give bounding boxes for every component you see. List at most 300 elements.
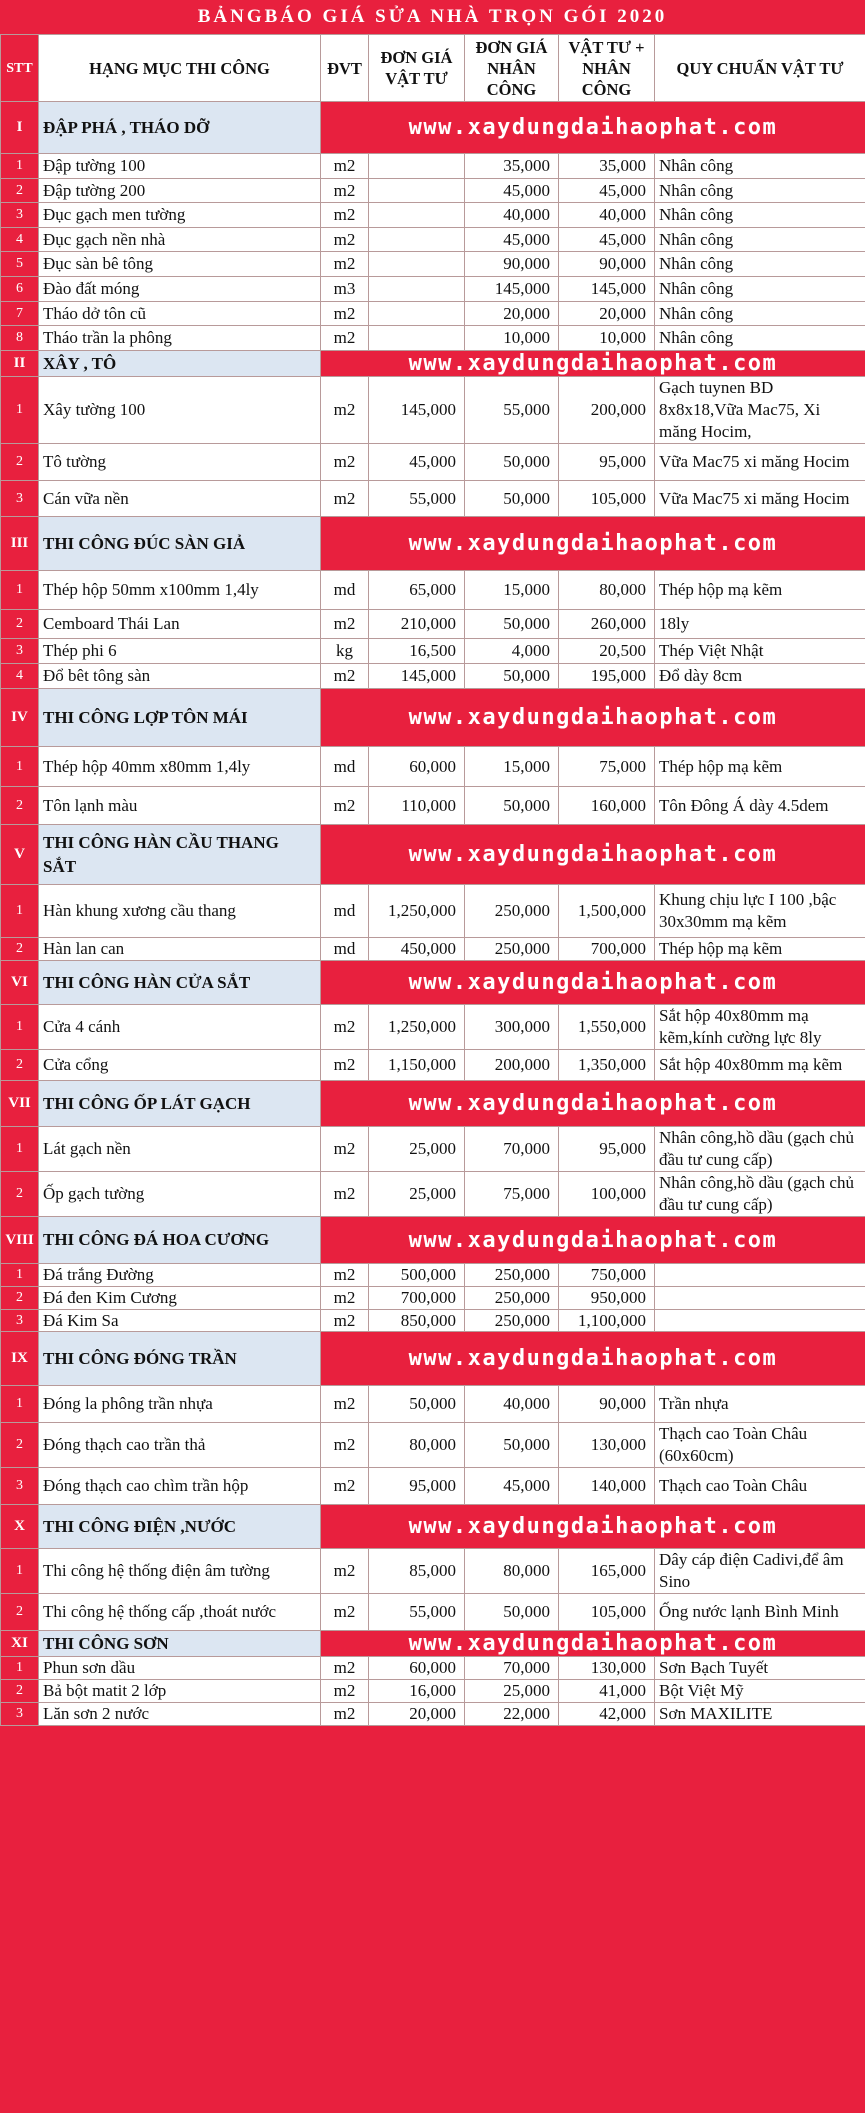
row-number: 4	[1, 664, 39, 689]
material-price: 450,000	[369, 938, 465, 961]
material-spec	[655, 1310, 865, 1332]
item-name: Đóng thạch cao chìm trần hộp	[39, 1468, 321, 1505]
total-price: 1,350,000	[559, 1050, 655, 1081]
material-spec: Thép Việt Nhật	[655, 639, 865, 664]
section-name: THI CÔNG ỐP LÁT GẠCH	[39, 1081, 321, 1127]
website-banner: www.xaydungdaihaophat.com	[321, 825, 865, 885]
material-price: 20,000	[369, 1703, 465, 1726]
table-row	[1, 228, 865, 252]
unit: m2	[321, 154, 369, 179]
labor-price: 45,000	[465, 179, 559, 203]
labor-price: 50,000	[465, 481, 559, 517]
labor-price: 40,000	[465, 203, 559, 228]
header-item: HẠNG MỤC THI CÔNG	[39, 35, 321, 102]
labor-price: 50,000	[465, 444, 559, 481]
total-price: 130,000	[559, 1423, 655, 1468]
material-spec: Nhân công,hồ dầu (gạch chủ đầu tư cung cấp)	[655, 1172, 865, 1217]
section-row	[1, 961, 865, 1005]
row-number: 8	[1, 326, 39, 351]
row-number: 2	[1, 179, 39, 203]
material-spec: Nhân công	[655, 252, 865, 277]
table-row	[1, 787, 865, 825]
section-name: THI CÔNG ĐÚC SÀN GIẢ	[39, 517, 321, 571]
section-name: THI CÔNG ĐÓNG TRẦN	[39, 1332, 321, 1386]
table-row	[1, 1703, 865, 1726]
section-number: X	[1, 1505, 39, 1549]
website-banner: www.xaydungdaihaophat.com	[321, 1217, 865, 1264]
material-spec: Nhân công	[655, 179, 865, 203]
total-price: 90,000	[559, 252, 655, 277]
material-price: 1,250,000	[369, 1005, 465, 1050]
item-name: Đập tường 200	[39, 179, 321, 203]
material-spec	[655, 1287, 865, 1310]
material-price: 1,150,000	[369, 1050, 465, 1081]
section-name: XÂY , TÔ	[39, 351, 321, 377]
material-price: 55,000	[369, 1594, 465, 1631]
material-spec: Vữa Mac75 xi măng Hocim	[655, 481, 865, 517]
material-spec: Thép hộp mạ kẽm	[655, 571, 865, 610]
row-number: 1	[1, 571, 39, 610]
row-number: 1	[1, 1005, 39, 1050]
table-row	[1, 1264, 865, 1287]
item-name: Cán vữa nền	[39, 481, 321, 517]
total-price: 950,000	[559, 1287, 655, 1310]
material-price: 145,000	[369, 664, 465, 689]
table-row	[1, 302, 865, 326]
item-name: Hàn lan can	[39, 938, 321, 961]
price-table	[0, 34, 865, 1726]
unit: m2	[321, 610, 369, 639]
material-spec: Nhân công	[655, 302, 865, 326]
unit: md	[321, 571, 369, 610]
section-row	[1, 689, 865, 747]
total-price: 105,000	[559, 481, 655, 517]
labor-price: 55,000	[465, 377, 559, 444]
row-number: 1	[1, 1386, 39, 1423]
item-name: Lát gạch nền	[39, 1127, 321, 1172]
table-row	[1, 1468, 865, 1505]
row-number: 1	[1, 154, 39, 179]
total-price: 160,000	[559, 787, 655, 825]
total-price: 200,000	[559, 377, 655, 444]
labor-price: 80,000	[465, 1549, 559, 1594]
website-banner: www.xaydungdaihaophat.com	[321, 517, 865, 571]
material-price: 16,000	[369, 1680, 465, 1703]
section-row	[1, 1332, 865, 1386]
unit: m2	[321, 1264, 369, 1287]
labor-price: 22,000	[465, 1703, 559, 1726]
material-price: 55,000	[369, 481, 465, 517]
item-name: Hàn khung xương cầu thang	[39, 885, 321, 938]
table-row	[1, 938, 865, 961]
total-price: 165,000	[559, 1549, 655, 1594]
material-price: 1,250,000	[369, 885, 465, 938]
material-spec: Thép hộp mạ kẽm	[655, 938, 865, 961]
sheet-title: BẢNGBÁO GIÁ SỬA NHÀ TRỌN GÓI 2020	[197, 6, 668, 27]
row-number: 3	[1, 481, 39, 517]
item-name: Đổ bêt tông sàn	[39, 664, 321, 689]
total-price: 95,000	[559, 1127, 655, 1172]
row-number: 2	[1, 1594, 39, 1631]
unit: m2	[321, 252, 369, 277]
header-stt: STT	[1, 35, 39, 102]
section-row	[1, 1505, 865, 1549]
table-row	[1, 1050, 865, 1081]
material-spec: Nhân công,hồ dầu (gạch chủ đầu tư cung cấp)	[655, 1127, 865, 1172]
material-price: 850,000	[369, 1310, 465, 1332]
website-banner: www.xaydungdaihaophat.com	[321, 1631, 865, 1657]
section-name: THI CÔNG HÀN CẦU THANG SẮT	[39, 825, 321, 885]
material-spec: Thép hộp mạ kẽm	[655, 747, 865, 787]
row-number: 2	[1, 1423, 39, 1468]
total-price: 100,000	[559, 1172, 655, 1217]
unit: m2	[321, 1172, 369, 1217]
item-name: Tháo trần la phông	[39, 326, 321, 351]
labor-price: 15,000	[465, 571, 559, 610]
table-row	[1, 1594, 865, 1631]
table-row	[1, 1005, 865, 1050]
labor-price: 250,000	[465, 885, 559, 938]
labor-price: 50,000	[465, 1423, 559, 1468]
unit: md	[321, 747, 369, 787]
table-row	[1, 1287, 865, 1310]
unit: m2	[321, 481, 369, 517]
section-name: ĐẬP PHÁ , THÁO DỠ	[39, 102, 321, 154]
labor-price: 50,000	[465, 664, 559, 689]
material-price	[369, 228, 465, 252]
table-row	[1, 444, 865, 481]
total-price: 145,000	[559, 277, 655, 302]
material-price: 85,000	[369, 1549, 465, 1594]
section-number: VI	[1, 961, 39, 1005]
section-number: VII	[1, 1081, 39, 1127]
total-price: 42,000	[559, 1703, 655, 1726]
item-name: Đào đất móng	[39, 277, 321, 302]
section-name: THI CÔNG ĐIỆN ,NƯỚC	[39, 1505, 321, 1549]
labor-price: 35,000	[465, 154, 559, 179]
unit: m2	[321, 1050, 369, 1081]
unit: m2	[321, 228, 369, 252]
labor-price: 20,000	[465, 302, 559, 326]
item-name: Đục gạch men tường	[39, 203, 321, 228]
material-price: 145,000	[369, 377, 465, 444]
row-number: 7	[1, 302, 39, 326]
labor-price: 50,000	[465, 1594, 559, 1631]
material-spec: Thạch cao Toàn Châu	[655, 1468, 865, 1505]
material-price	[369, 154, 465, 179]
total-price: 1,550,000	[559, 1005, 655, 1050]
row-number: 3	[1, 203, 39, 228]
row-number: 3	[1, 1468, 39, 1505]
unit: m2	[321, 1005, 369, 1050]
total-price: 140,000	[559, 1468, 655, 1505]
labor-price: 250,000	[465, 938, 559, 961]
header-unit: ĐVT	[321, 35, 369, 102]
material-price: 110,000	[369, 787, 465, 825]
labor-price: 75,000	[465, 1172, 559, 1217]
total-price: 195,000	[559, 664, 655, 689]
material-spec: Sơn MAXILITE	[655, 1703, 865, 1726]
row-number: 2	[1, 444, 39, 481]
row-number: 2	[1, 610, 39, 639]
table-row	[1, 377, 865, 444]
material-price: 80,000	[369, 1423, 465, 1468]
labor-price: 45,000	[465, 228, 559, 252]
total-price: 1,100,000	[559, 1310, 655, 1332]
unit: m2	[321, 1680, 369, 1703]
labor-price: 145,000	[465, 277, 559, 302]
item-name: Lăn sơn 2 nước	[39, 1703, 321, 1726]
material-price: 60,000	[369, 1657, 465, 1680]
item-name: Đóng la phông trần nhựa	[39, 1386, 321, 1423]
section-name: THI CÔNG LỢP TÔN MÁI	[39, 689, 321, 747]
labor-price: 50,000	[465, 610, 559, 639]
material-price	[369, 252, 465, 277]
row-number: 3	[1, 1310, 39, 1332]
material-price: 60,000	[369, 747, 465, 787]
item-name: Tôn lạnh màu	[39, 787, 321, 825]
section-name: THI CÔNG ĐÁ HOA CƯƠNG	[39, 1217, 321, 1264]
item-name: Đóng thạch cao trần thả	[39, 1423, 321, 1468]
row-number: 2	[1, 938, 39, 961]
labor-price: 70,000	[465, 1657, 559, 1680]
material-spec: Khung chịu lực I 100 ,bậc 30x30mm mạ kẽm	[655, 885, 865, 938]
row-number: 1	[1, 1549, 39, 1594]
item-name: Đục sàn bê tông	[39, 252, 321, 277]
item-name: Cửa 4 cánh	[39, 1005, 321, 1050]
table-row	[1, 664, 865, 689]
material-spec: Đổ dày 8cm	[655, 664, 865, 689]
item-name: Tháo dở tôn cũ	[39, 302, 321, 326]
material-spec: Nhân công	[655, 203, 865, 228]
table-row	[1, 1310, 865, 1332]
table-row	[1, 1423, 865, 1468]
table-row	[1, 326, 865, 351]
item-name: Cửa cổng	[39, 1050, 321, 1081]
labor-price: 250,000	[465, 1264, 559, 1287]
labor-price: 25,000	[465, 1680, 559, 1703]
labor-price: 250,000	[465, 1287, 559, 1310]
material-price: 65,000	[369, 571, 465, 610]
table-row	[1, 203, 865, 228]
unit: m2	[321, 1468, 369, 1505]
labor-price: 250,000	[465, 1310, 559, 1332]
table-body	[1, 102, 865, 1726]
unit: kg	[321, 639, 369, 664]
total-price: 90,000	[559, 1386, 655, 1423]
table-row	[1, 179, 865, 203]
website-banner: www.xaydungdaihaophat.com	[321, 1081, 865, 1127]
table-row	[1, 481, 865, 517]
website-banner: www.xaydungdaihaophat.com	[321, 689, 865, 747]
unit: m2	[321, 1549, 369, 1594]
section-number: V	[1, 825, 39, 885]
table-row	[1, 252, 865, 277]
material-spec: Trần nhựa	[655, 1386, 865, 1423]
table-row	[1, 610, 865, 639]
material-price: 500,000	[369, 1264, 465, 1287]
unit: m2	[321, 444, 369, 481]
header-total: VẬT TƯ + NHÂN CÔNG	[559, 35, 655, 102]
material-spec: Nhân công	[655, 326, 865, 351]
website-banner: www.xaydungdaihaophat.com	[321, 961, 865, 1005]
labor-price: 50,000	[465, 787, 559, 825]
header-row	[1, 35, 865, 102]
unit: m2	[321, 664, 369, 689]
labor-price: 200,000	[465, 1050, 559, 1081]
total-price: 40,000	[559, 203, 655, 228]
unit: m2	[321, 1594, 369, 1631]
material-price	[369, 326, 465, 351]
header-spec: QUY CHUẨN VẬT TƯ	[655, 35, 865, 102]
material-spec: Thạch cao Toàn Châu (60x60cm)	[655, 1423, 865, 1468]
row-number: 4	[1, 228, 39, 252]
section-number: III	[1, 517, 39, 571]
total-price: 10,000	[559, 326, 655, 351]
total-price: 45,000	[559, 179, 655, 203]
row-number: 2	[1, 787, 39, 825]
header-labor-price: ĐƠN GIÁ NHÂN CÔNG	[465, 35, 559, 102]
labor-price: 300,000	[465, 1005, 559, 1050]
website-banner: www.xaydungdaihaophat.com	[321, 1505, 865, 1549]
section-row	[1, 825, 865, 885]
material-spec: Vữa Mac75 xi măng Hocim	[655, 444, 865, 481]
row-number: 5	[1, 252, 39, 277]
item-name: Thép hộp 50mm x100mm 1,4ly	[39, 571, 321, 610]
material-price: 25,000	[369, 1172, 465, 1217]
unit: m2	[321, 326, 369, 351]
section-row	[1, 351, 865, 377]
material-spec: Sơn Bạch Tuyết	[655, 1657, 865, 1680]
row-number: 2	[1, 1050, 39, 1081]
table-row	[1, 1172, 865, 1217]
material-spec: Sắt hộp 40x80mm mạ kẽm	[655, 1050, 865, 1081]
item-name: Đá đen Kim Cương	[39, 1287, 321, 1310]
item-name: Phun sơn dầu	[39, 1657, 321, 1680]
total-price: 35,000	[559, 154, 655, 179]
total-price: 20,500	[559, 639, 655, 664]
material-price	[369, 179, 465, 203]
unit: m2	[321, 203, 369, 228]
material-price: 16,500	[369, 639, 465, 664]
section-row	[1, 517, 865, 571]
section-row	[1, 1217, 865, 1264]
unit: m2	[321, 1703, 369, 1726]
row-number: 2	[1, 1680, 39, 1703]
section-number: VIII	[1, 1217, 39, 1264]
material-price: 95,000	[369, 1468, 465, 1505]
table-row	[1, 747, 865, 787]
total-price: 80,000	[559, 571, 655, 610]
material-spec: Nhân công	[655, 277, 865, 302]
section-number: XI	[1, 1631, 39, 1657]
material-spec: Sắt hộp 40x80mm mạ kẽm,kính cường lực 8ly	[655, 1005, 865, 1050]
material-spec	[655, 1264, 865, 1287]
item-name: Thi công hệ thống điện âm tường	[39, 1549, 321, 1594]
item-name: Đá trắng Đường	[39, 1264, 321, 1287]
row-number: 2	[1, 1287, 39, 1310]
labor-price: 15,000	[465, 747, 559, 787]
section-row	[1, 1631, 865, 1657]
section-name: THI CÔNG HÀN CỬA SẮT	[39, 961, 321, 1005]
material-price: 700,000	[369, 1287, 465, 1310]
table-row	[1, 1680, 865, 1703]
section-number: I	[1, 102, 39, 154]
item-name: Thép phi 6	[39, 639, 321, 664]
row-number: 2	[1, 1172, 39, 1217]
unit: m2	[321, 179, 369, 203]
row-number: 3	[1, 639, 39, 664]
item-name: Thép hộp 40mm x80mm 1,4ly	[39, 747, 321, 787]
row-number: 1	[1, 1264, 39, 1287]
unit: m2	[321, 1386, 369, 1423]
total-price: 260,000	[559, 610, 655, 639]
material-price: 50,000	[369, 1386, 465, 1423]
website-banner: www.xaydungdaihaophat.com	[321, 1332, 865, 1386]
unit: m2	[321, 377, 369, 444]
total-price: 700,000	[559, 938, 655, 961]
labor-price: 70,000	[465, 1127, 559, 1172]
labor-price: 45,000	[465, 1468, 559, 1505]
labor-price: 40,000	[465, 1386, 559, 1423]
total-price: 75,000	[559, 747, 655, 787]
section-number: II	[1, 351, 39, 377]
row-number: 6	[1, 277, 39, 302]
table-row	[1, 885, 865, 938]
unit: md	[321, 938, 369, 961]
material-spec: Nhân công	[655, 154, 865, 179]
item-name: Tô tường	[39, 444, 321, 481]
table-row	[1, 1386, 865, 1423]
total-price: 1,500,000	[559, 885, 655, 938]
row-number: 3	[1, 1703, 39, 1726]
material-price: 25,000	[369, 1127, 465, 1172]
table-row	[1, 1657, 865, 1680]
material-price: 210,000	[369, 610, 465, 639]
section-row	[1, 1081, 865, 1127]
unit: m2	[321, 1657, 369, 1680]
row-number: 1	[1, 1127, 39, 1172]
unit: m2	[321, 1310, 369, 1332]
material-spec: 18ly	[655, 610, 865, 639]
website-banner: www.xaydungdaihaophat.com	[321, 351, 865, 377]
item-name: Bả bột matit 2 lớp	[39, 1680, 321, 1703]
unit: m3	[321, 277, 369, 302]
total-price: 105,000	[559, 1594, 655, 1631]
material-spec: Nhân công	[655, 228, 865, 252]
section-number: IV	[1, 689, 39, 747]
website-banner: www.xaydungdaihaophat.com	[321, 102, 865, 154]
total-price: 41,000	[559, 1680, 655, 1703]
header-material-price: ĐƠN GIÁ VẬT TƯ	[369, 35, 465, 102]
item-name: Đục gạch nền nhà	[39, 228, 321, 252]
total-price: 45,000	[559, 228, 655, 252]
unit: m2	[321, 1287, 369, 1310]
table-row	[1, 1549, 865, 1594]
total-price: 130,000	[559, 1657, 655, 1680]
item-name: Thi công hệ thống cấp ,thoát nước	[39, 1594, 321, 1631]
table-row	[1, 277, 865, 302]
table-row	[1, 571, 865, 610]
row-number: 1	[1, 747, 39, 787]
unit: m2	[321, 302, 369, 326]
material-spec: Bột Việt Mỹ	[655, 1680, 865, 1703]
unit: md	[321, 885, 369, 938]
item-name: Đá Kim Sa	[39, 1310, 321, 1332]
item-name: Đập tường 100	[39, 154, 321, 179]
total-price: 750,000	[559, 1264, 655, 1287]
table-row	[1, 639, 865, 664]
